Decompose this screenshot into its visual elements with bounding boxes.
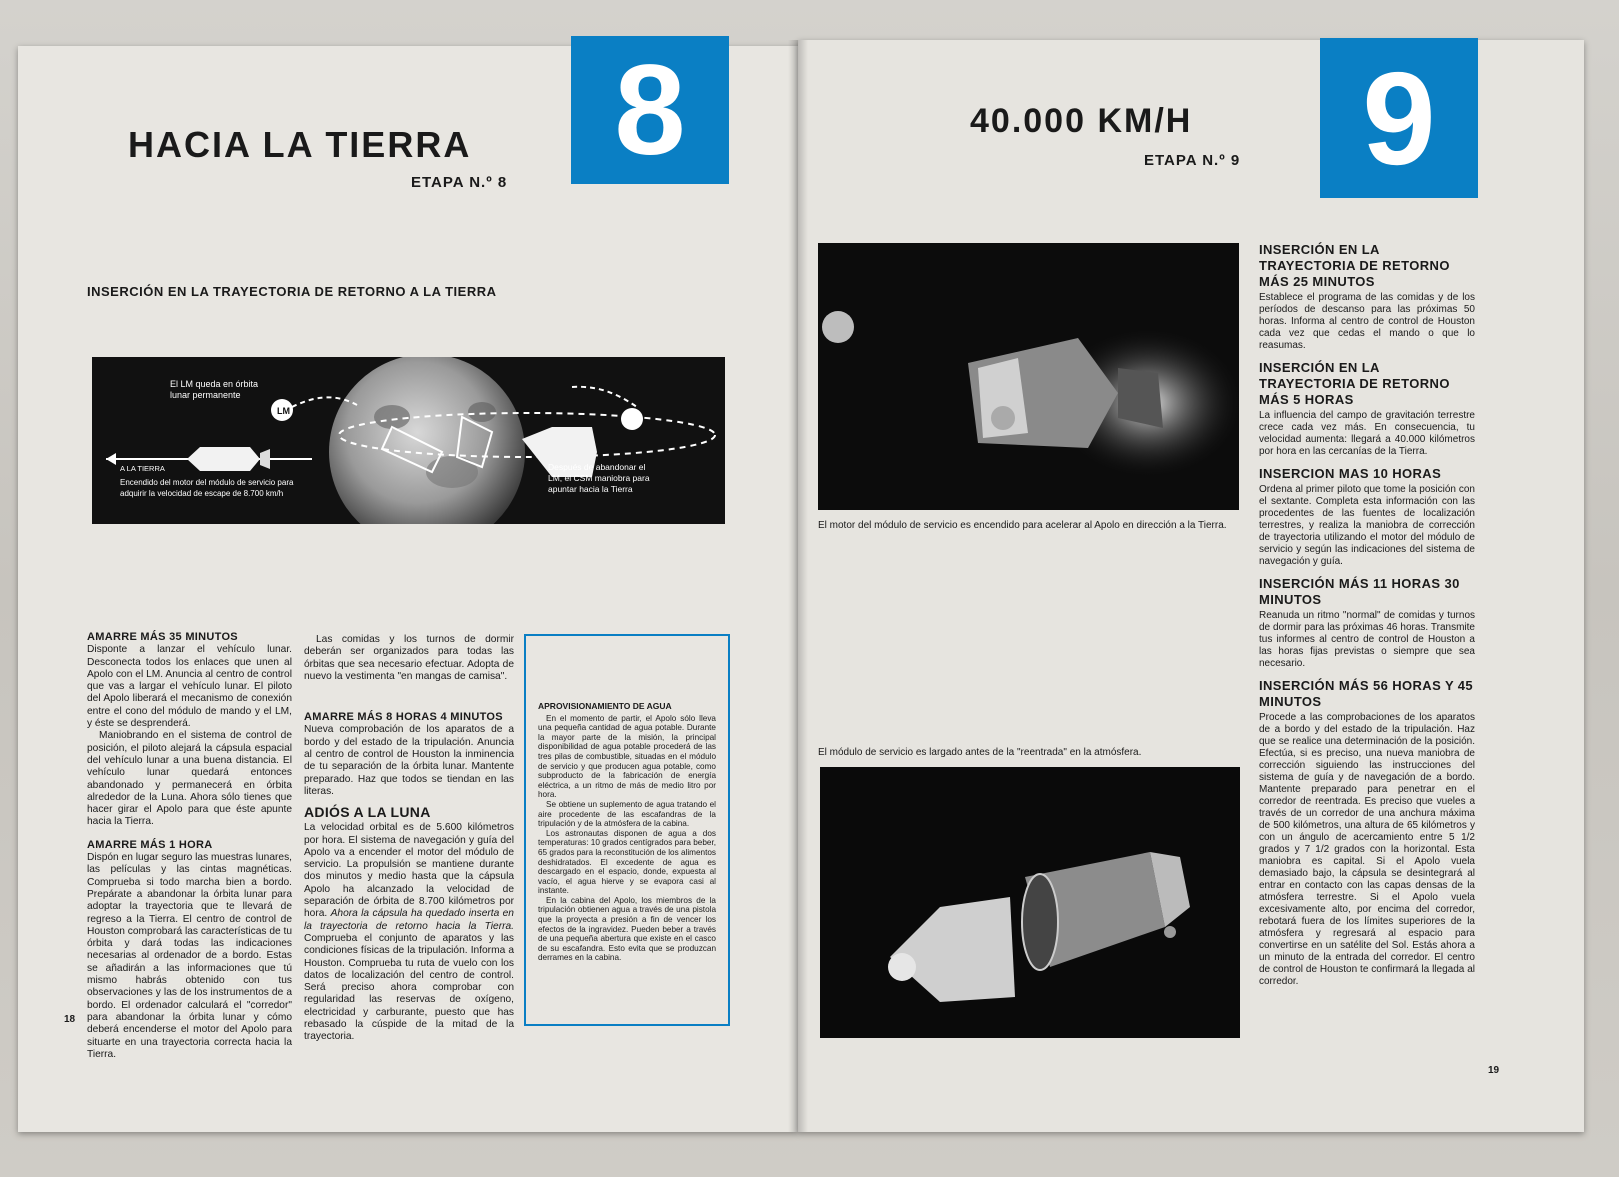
diagram-label-motor: Encendido del motor del módulo de servicio para adquirir la velocidad de escape de 8.700 km/h <box>120 478 294 498</box>
diagram-label-tierra: A LA TIERRA <box>120 464 165 473</box>
section-heading: INSERCIÓN MÁS 56 HORAS Y 45 MINUTOS <box>1259 678 1474 709</box>
section-heading-large: ADIÓS A LA LUNA <box>304 804 431 821</box>
section-subtitle: INSERCIÓN EN LA TRAYECTORIA DE RETORNO A LA TIERRA <box>87 284 497 299</box>
right-text-column <box>1259 242 1475 996</box>
paragraph: Disponte a lanzar el vehículo lunar. Desconecta todos los enlaces que unen al Apolo con el LM. Anuncia al centro de control que vas a largar el vehículo lunar. El piloto del Apolo liberará el mecanismo de conexión entre el cono del módulo de mando y el LM, y éste se desprenderá. <box>87 644 292 730</box>
section-heading: INSERCIÓN MÁS 11 HORAS 30 MINUTOS <box>1259 576 1460 607</box>
stage-number: 9 <box>1362 44 1436 192</box>
stage-label: ETAPA N.º 9 <box>1144 152 1241 169</box>
paragraph: En la cabina del Apolo, los miembros de la tripulación obtienen agua a través de una pistola que la proyecta a presión a fin de vencer los efectos de la ingravidez. Pueden beber a través de una pequeña abertura que existe en el casco de su escafandra. Esto evita que se produzcan derrames en la cabina. <box>538 895 716 963</box>
paragraph: Procede a las comprobaciones de los aparatos de a bordo y del estado de la tripulación. Haz que se realice una determinación de la posición. Efectúa, si es preciso, una nueva maniobra de corrección siguiendo las instrucciones del sistema de guía y de navegación de a bordo. Mantente preparado para penetrar en el corredor de reentrada. Es preciso que vueles a través de un corredor de una anchura máxima de 500 kilómetros, una altura de 65 kilómetros y con un ángulo de acercamiento entre 5 1/2 grados y 7 1/2 grados con la horizontal. Esta maniobra es capital. Si el Apolo vuela demasiado bajo, la cápsula se desintegrará al entrar en contacto con las capas densas de la atmósfera terrestre. Si el Apolo vuela excesivamente alto, por encima del corredor, rebotará fuera de los límites superiores de la atmósfera y regresará al espacio para convertirse en un satélite del Sol. Estás ahora a un minuto de la entrada del corredor. El centro de control de Houston te confirmará la llegada al corredor. <box>1259 712 1475 987</box>
paragraph: En el momento de partir, el Apolo sólo lleva una pequeña cantidad de agua potable. Durante la mayor parte de la misión, la principal disponibilidad de agua potable procederá de las tres pilas de combustible, situadas en el módulo de servicio y que producen agua potable, como subproducto de la fabricación de energía eléctrica, a un ritmo de más de medio litro por hora. <box>538 713 716 800</box>
paragraph: Maniobrando en el sistema de control de posición, el piloto alejará la cápsula espacial del vehículo lunar a una buena distancia. El vehículo lunar quedará entonces abandonado y permanecerá en órbita alrededor de la Luna. Ahora sólo tienes que hacer girar el Apolo para que éste apunte hacia la Tierra. <box>87 730 292 828</box>
diagram-label-lm: El LM queda en órbita lunar permanente <box>170 379 259 400</box>
water-supply-text <box>538 702 716 963</box>
stage-number-box <box>1320 38 1478 198</box>
paragraph: La velocidad orbital es de 5.600 kilómetros por hora. El sistema de navegación y guía del Apolo va a encender el motor del módulo de servicio. La propulsión se mantiene durante dos minutos y medio hasta que la cápsula Apolo ha alcanzado la velocidad de separación de órbita de 8.700 kilómetros por hora. Ahora la cápsula ha quedado inserta en la trayectoria de retorno hacia la Tierra. Comprueba el conjunto de aparatos y las condiciones físicas de la tripulación. Informa a Houston. Comprueba tu ruta de vuelo con los datos de localización del centro de control. Será preciso ahora comprobar con regularidad las reservas de oxígeno, electricidad y carburante, puesto que has rebasado la cúspide de la mitad de la trayectoria. <box>304 822 514 1043</box>
trajectory-diagram <box>92 357 725 524</box>
paragraph: Los astronautas disponen de agua a dos temperaturas: 10 grados centígrados para beber, 65 grados para la reconstitución de los alimentos deshidratados. El excedente de agua es descargado en el espacio, donde, expuesta al vacío, el agua hierve y se evapora casi al instante. <box>538 828 716 896</box>
section-heading: INSERCIÓN EN LA TRAYECTORIA DE RETORNO MÁS 25 MINUTOS <box>1259 242 1450 289</box>
stage-number: 8 <box>614 38 686 182</box>
right-page <box>798 40 1584 1132</box>
left-page <box>18 38 798 1132</box>
page-title: HACIA LA TIERRA <box>128 124 472 165</box>
paragraph: Se obtiene un suplemento de agua tratando el aire procedente de las escafandras de la tripulación y de la atmósfera de la cabina. <box>538 799 716 829</box>
page-title: 40.000 KM/H <box>970 102 1193 140</box>
stage-label: ETAPA N.º 8 <box>411 174 508 191</box>
page-number: 19 <box>1488 1065 1500 1076</box>
diagram-label-csm: Después de abandonar el LM, el CSM maniobra para apuntar hacia la Tierra <box>548 462 650 494</box>
text-column-1 <box>87 631 292 1061</box>
paragraph: Dispón en lugar seguro las muestras lunares, las películas y las cintas magnéticas. Comprueba si todo marcha bien a bordo. Prepárate a abandonar la órbita lunar para adoptar la trayectoria que te llevará de regreso a la Tierra. El centro de control de Houston comprobará las características de tu órbita y dará todas las indicaciones necesarias al ordenador de a bordo. Estas se añadirán a las informaciones que tú mismo habrás obtenido con tus observaciones y las de los instrumentos de a bordo. El ordenador calculará el "corredor" para abandonar la órbita lunar y cómo deberá encenderse el motor del Apolo para situarte en una trayectoria correcta hacia la Tierra. <box>87 852 292 1060</box>
apollo-engine-photo <box>818 243 1239 510</box>
page-number: 18 <box>64 1014 76 1025</box>
text-column-2 <box>304 634 514 1044</box>
section-heading: INSERCION MAS 10 HORAS <box>1259 466 1442 481</box>
lm-badge: LM <box>277 406 290 416</box>
paragraph: La influencia del campo de gravitación terrestre crece cada vez más. En consecuencia, tu velocidad aumenta: llegará a 40.000 kilómetros por hora en las cercanías de la Tierra. <box>1259 410 1475 457</box>
box-heading: APROVISIONAMIENTO DE AGUA <box>538 701 672 711</box>
paragraph: Establece el programa de las comidas y de los períodos de descanso para las próximas 50 horas. Informa al centro de control de Houston cada vez que cedas el mando o que lo reasumas. <box>1259 292 1475 351</box>
section-heading: AMARRE MÁS 35 MINUTOS <box>87 631 238 643</box>
photo-caption-2: El módulo de servicio es largado antes de la "reentrada" en la atmósfera. <box>818 747 1142 758</box>
paragraph: Las comidas y los turnos de dormir deberán ser organizados para todas las órbitas que sea necesario efectuar. Adopta de nuevo la vestimenta "en mangas de camisa". <box>304 634 514 682</box>
paragraph: Nueva comprobación de los aparatos de a bordo y del estado de la tripulación. Anuncia al centro de control de Houston la inminencia de tu separación de la órbita lunar. Mantente preparado. Haz que todos se tiendan en las literas. <box>304 724 514 797</box>
moon-image <box>329 357 525 524</box>
water-supply-box <box>524 634 730 1026</box>
section-heading: AMARRE MÁS 8 HORAS 4 MINUTOS <box>304 711 503 724</box>
paragraph: Reanuda un ritmo "normal" de comidas y turnos de dormir para las próximas 46 horas. Transmite tus informes al centro de control de Houston a las horas fijas previstas o siempre que sea necesario. <box>1259 610 1475 669</box>
paragraph: Ordena al primer piloto que tome la posición con el sextante. Completa esta información con las procedentes de las fuentes de localización terrestres, y realiza la maniobra de corrección de trayectoria utilizando el motor del módulo de servicio y según las indicaciones del sistema de navegación y guía. <box>1259 484 1475 567</box>
book-gutter <box>788 40 808 1132</box>
photo-caption-1: El motor del módulo de servicio es encendido para acelerar al Apolo en dirección a la Tierra. <box>818 520 1227 531</box>
section-heading: AMARRE MÁS 1 HORA <box>87 838 213 851</box>
stage-number-box <box>571 36 729 184</box>
section-heading: INSERCIÓN EN LA TRAYECTORIA DE RETORNO MÁS 5 HORAS <box>1259 360 1450 407</box>
module-separation-photo <box>820 767 1240 1038</box>
